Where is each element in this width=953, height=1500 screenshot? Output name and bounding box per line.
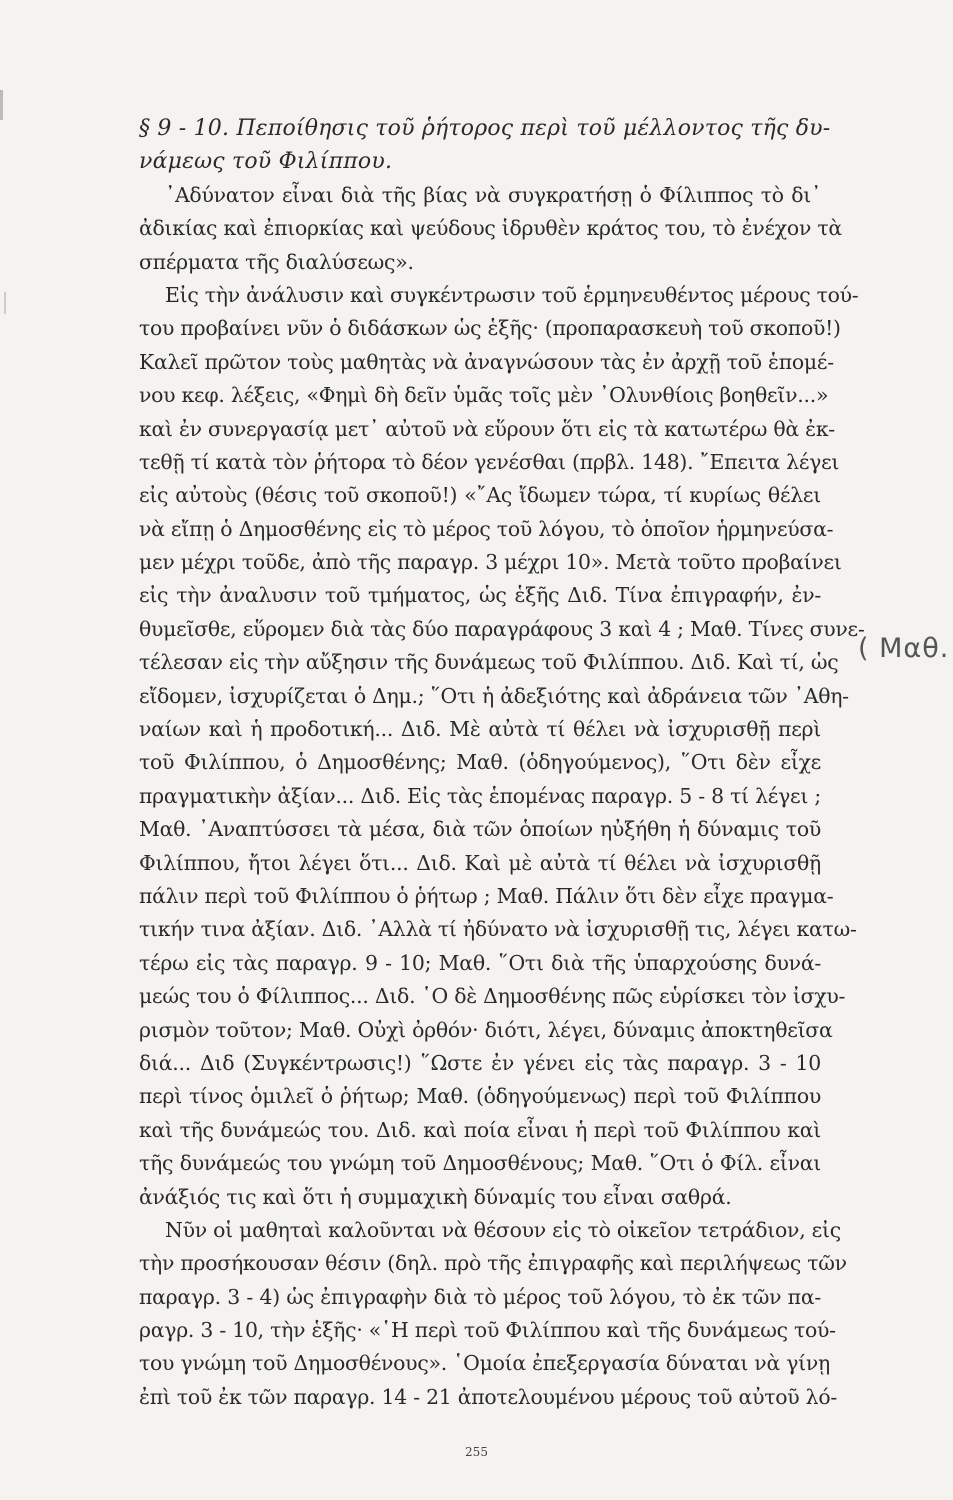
section-heading-cont: νάμεως τοῦ Φιλίππου. <box>139 149 393 175</box>
text-line: μεν μέχρι τοῦδε, ἀπὸ τῆς παραγρ. 3 μέχρι 10». Μετὰ τοῦτο προβαίνει <box>139 550 842 575</box>
text-line: ᾿Αδύνατον εἶναι διὰ τῆς βίας νὰ συγκρατήσῃ ὁ Φίλιππος τὸ δι᾿ <box>165 182 821 207</box>
paragraph-lines <box>139 179 865 1414</box>
text-line: Μαθ. ᾿Αναπτύσσει τὰ μέσα, διὰ τῶν ὁποίων ηὐξήθη ἡ δύναμις τοῦ <box>139 817 821 842</box>
text-line: πραγματικὴν ἀξίαν... Διδ. Εἰς τὰς ἑπομένας παραγρ. 5 - 8 τί λέγει ; <box>139 783 821 808</box>
scan-edge-mark <box>0 90 3 120</box>
section-heading: § 9 - 10. Πεποίθησις τοῦ ῥήτορος περὶ τοῦ μέλλοντος τῆς δυ- <box>139 116 831 141</box>
text-line: τὴν προσήκουσαν θέσιν (δηλ. πρὸ τῆς ἐπιγραφῆς καὶ περιλήψεως τῶν <box>139 1251 847 1276</box>
text-line: Εἰς τὴν ἀνάλυσιν καὶ συγκέντρωσιν τοῦ ἑρμηνευθέντος μέρους τού- <box>165 282 859 307</box>
text-line: εἰς τὴν ἀναλυσιν τοῦ τμήματος, ὡς ἑξῆς Διδ. Τίνα ἐπιγραφήν, ἐν- <box>139 583 821 608</box>
text-line: τέλεσαν εἰς τὴν αὔξησιν τῆς δυνάμεως τοῦ Φιλίππου. Διδ. Καὶ τί, ὡς <box>139 650 839 675</box>
text-line: ναίων καὶ ἡ προδοτική... Διδ. Μὲ αὐτὰ τί θέλει νὰ ἰσχυρισθῇ περὶ <box>139 717 821 742</box>
text-line: ἐπὶ τοῦ ἐκ τῶν παραγρ. 14 - 21 ἀποτελουμένου μέρους τοῦ αὐτοῦ λό- <box>139 1384 837 1409</box>
text-line: τικήν τινα ἀξίαν. Διδ. ᾿Αλλὰ τί ἠδύνατο νὰ ἰσχυρισθῇ τις, λέγει κατω- <box>139 917 857 942</box>
text-line: ἀδικίας καὶ ἐπιορκίας καὶ ψεύδους ἱδρυθὲν κράτος του, τὸ ἐνέχον τὰ <box>139 216 842 241</box>
text-line: ρισμὸν τοῦτον; Μαθ. Οὐχὶ ὀρθόν· διότι, λέγει, δύναμις ἀποκτηθεῖσα <box>139 1017 833 1042</box>
text-line: πάλιν περὶ τοῦ Φιλίππου ὁ ῥήτωρ ; Μαθ. Πάλιν ὅτι δὲν εἶχε πραγμα- <box>139 883 834 908</box>
text-line: νου κεφ. λέξεις, «Φημὶ δὴ δεῖν ὑμᾶς τοῖς μὲν ᾿Ολυνθίοις βοηθεῖν...» <box>139 383 829 408</box>
text-line: τοῦ Φιλίππου, ὁ Δημοσθένης; Μαθ. (ὁδηγούμενος), ῞Οτι δὲν εἶχε <box>139 750 821 775</box>
text-line: διά... Διδ (Συγκέντρωσις!) ῞Ωστε ἐν γένει εἰς τὰς παραγρ. 3 - 10 <box>139 1050 821 1075</box>
text-line: μεώς του ὁ Φίλιππος... Διδ. ῾Ο δὲ Δημοσθένης πῶς εὑρίσκει τὸν ἰσχυ- <box>139 984 846 1009</box>
text-line: τεθῇ τί κατὰ τὸν ῥήτορα τὸ δέον γενέσθαι (πρβλ. 148). ῎Επειτα λέγει <box>139 449 840 474</box>
text-line: περὶ τίνος ὁμιλεῖ ὁ ῥήτωρ; Μαθ. (ὁδηγούμενως) περὶ τοῦ Φιλίππου <box>139 1084 821 1109</box>
text-line: Νῦν οἱ μαθηταὶ καλοῦνται νὰ θέσουν εἰς τὸ οἰκεῖον τετράδιον, εἰς <box>165 1217 841 1242</box>
text-line: τέρω εἰς τὰς παραγρ. 9 - 10; Μαθ. ῞Οτι διὰ τῆς ὑπαρχούσης δυνά- <box>139 950 821 975</box>
text-line: ἀνάξιός τις καὶ ὅτι ἡ συμμαχικὴ δύναμίς του εἶναι σαθρά. <box>139 1184 732 1209</box>
text-line: Καλεῖ πρῶτον τοὺς μαθητὰς νὰ ἀναγνώσουν τὰς ἐν ἀρχῇ τοῦ ἑπομέ- <box>139 349 834 374</box>
text-line: Φιλίππου, ἤτοι λέγει ὅτι... Διδ. Καὶ μὲ αὐτὰ τί θέλει νὰ ἰσχυρισθῇ <box>139 850 821 875</box>
text-line: παραγρ. 3 - 4) ὡς ἐπιγραφὴν διὰ τὸ μέρος τοῦ λόγου, τὸ ἐκ τῶν πα- <box>139 1284 821 1309</box>
page-number: 255 <box>465 1445 488 1459</box>
margin-annotation: ( Μαθ. <box>858 633 950 664</box>
scan-edge-mark <box>4 292 6 314</box>
text-line: καὶ τῆς δυνάμεώς του. Διδ. καὶ ποία εἶναι ἡ περὶ τοῦ Φιλίππου καὶ <box>139 1117 821 1142</box>
text-line: τῆς δυνάμεώς του γνώμη τοῦ Δημοσθένους; Μαθ. ῞Οτι ὁ Φίλ. εἶναι <box>139 1151 821 1176</box>
text-line: εἰς αὐτοὺς (θέσις τοῦ σκοποῦ!) «῎Ας ἴδωμεν τώρα, τί κυρίως θέλει <box>139 483 821 508</box>
text-line: θυμεῖσθε, εὕρομεν διὰ τὰς δύο παραγράφους 3 καὶ 4 ; Μαθ. Τίνες συνε- <box>139 616 865 641</box>
body-text <box>139 112 865 1414</box>
text-line: του γνώμη τοῦ Δημοσθένους». ῾Ομοία ἐπεξεργασία δύναται νὰ γίνῃ <box>139 1351 830 1376</box>
text-line: σπέρματα τῆς διαλύσεως». <box>139 249 414 274</box>
text-line: του προβαίνει νῦν ὁ διδάσκων ὡς ἑξῆς· (προπαρασκευὴ τοῦ σκοποῦ!) <box>139 316 841 341</box>
text-line: νὰ εἴπῃ ὁ Δημοσθένης εἰς τὸ μέρος τοῦ λόγου, τὸ ὁποῖον ἡρμηνεύσα- <box>139 516 834 541</box>
text-line: ραγρ. 3 - 10, τὴν ἑξῆς· «῾Η περὶ τοῦ Φιλίππου καὶ τῆς δυνάμεως τού- <box>139 1318 836 1343</box>
text-line: καὶ ἐν συνεργασίᾳ μετ᾿ αὐτοῦ νὰ εὕρουν ὅτι εἰς τὰ κατωτέρω θὰ ἐκ- <box>139 416 835 441</box>
text-line: εἴδομεν, ἰσχυρίζεται ὁ Δημ.; ῞Οτι ἡ ἀδεξιότης καὶ ἀδράνεια τῶν ᾿Αθη- <box>139 683 849 708</box>
